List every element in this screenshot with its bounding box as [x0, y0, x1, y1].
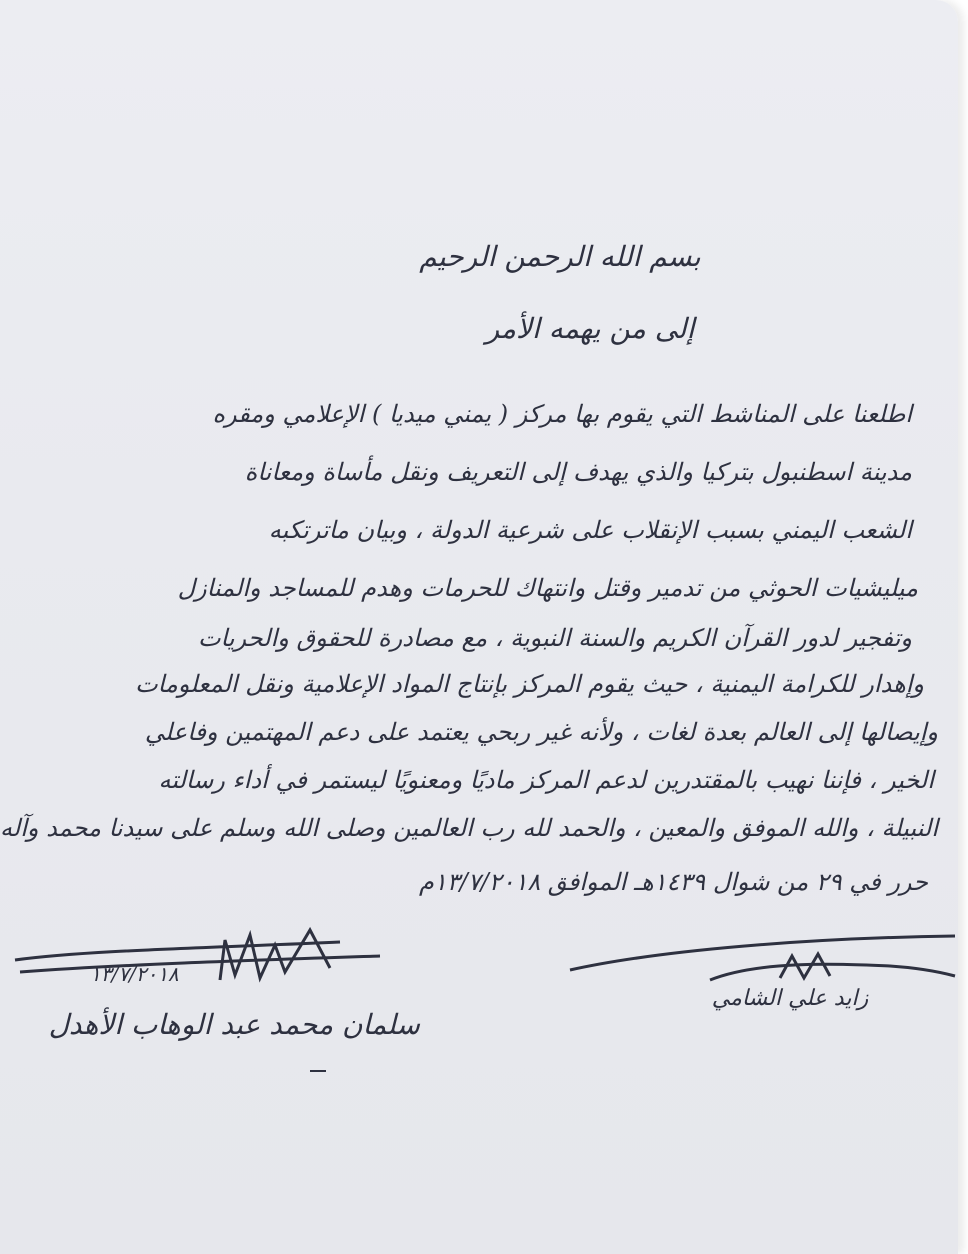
body-line: اطلعنا على المناشط التي يقوم بها مركز ( يمني ميديا ) الإعلامي ومقره	[212, 400, 912, 428]
left-signature	[10, 920, 390, 1000]
body-line: ميليشيات الحوثي من تدمير وقتل وانتهاك للحرمات وهدم للمساجد والمنازل	[177, 574, 918, 602]
body-line: وإهدار للكرامة اليمنية ، حيث يقوم المركز بإنتاج المواد الإعلامية ونقل المعلومات	[135, 670, 924, 698]
body-line: الشعب اليمني بسبب الإنقلاب على شرعية الدولة ، وبيان ماترتكبه	[268, 516, 912, 544]
left-signature-date: ١٣/٧/٢٠١٨	[90, 962, 179, 986]
left-signatory-name: سلمان محمد عبد الوهاب الأهدل	[48, 1008, 420, 1041]
basmala: بسم الله الرحمن الرحيم	[419, 240, 701, 273]
body-line: مدينة اسطنبول بتركيا والذي يهدف إلى التعريف ونقل مأساة ومعاناة	[244, 458, 912, 486]
body-line: وإيصالها إلى العالم بعدة لغات ، ولأنه غير ربحي يعتمد على دعم المهتمين وفاعلي	[144, 718, 938, 746]
ink-mark	[310, 1070, 326, 1072]
right-signatory-name: زايد علي الشامي	[711, 986, 869, 1011]
addressee: إلى من يهمه الأمر	[485, 312, 695, 345]
body-line: النبيلة ، والله الموفق والمعين ، والحمد لله رب العالمين وصلى الله وسلم على سيدنا محمد وآله	[0, 814, 938, 842]
body-line: وتفجير لدور القرآن الكريم والسنة النبوية ، مع مصادرة للحقوق والحريات	[197, 624, 912, 652]
date-line: حرر في ٢٩ من شوال ١٤٣٩هـ الموافق ١٣/٧/٢٠١٨م	[419, 868, 928, 896]
body-line: الخير ، فإننا نهيب بالمقتدرين لدعم المركز ماديًا ومعنويًا ليستمر في أداء رسالته	[158, 766, 934, 794]
